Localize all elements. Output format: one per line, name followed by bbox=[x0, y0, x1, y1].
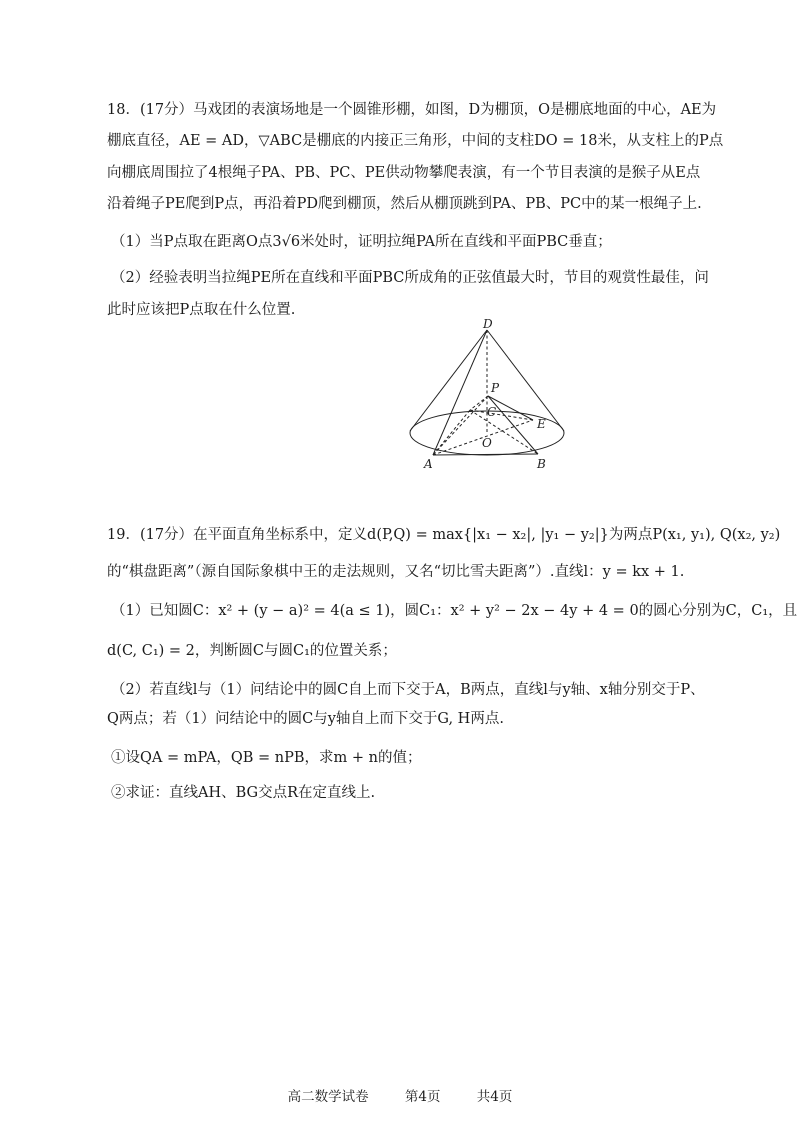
q19-part-2-cont: Q两点；若（1）问结论中的圆C与y轴自上而下交于G, H两点. bbox=[107, 711, 504, 727]
label-B: B bbox=[537, 457, 546, 471]
footer-page-number: 第4页 bbox=[404, 1089, 441, 1105]
label-P: P bbox=[491, 381, 500, 395]
q19-part-1: （1）已知圆C：x² + (y − a)² = 4(a ≤ 1)，圆C₁：x² + y² − 2x − 4y + 4 = 0的圆心分别为C，C₁，且 bbox=[111, 603, 798, 619]
cone-figure bbox=[400, 318, 590, 478]
q19-part-1-cont: d(C, C₁) = 2，判断圆C与圆C₁的位置关系； bbox=[107, 643, 397, 659]
footer-total-pages: 共4页 bbox=[476, 1089, 513, 1105]
edge-PA bbox=[433, 396, 488, 455]
footer-subject: 高二数学试卷 bbox=[287, 1089, 369, 1105]
edge-DA bbox=[433, 330, 487, 455]
q18-part-2: （2）经验表明当拉绳PE所在直线和平面PBC所成角的正弦值最大时，节目的观赏性最佳，问 bbox=[111, 270, 709, 286]
label-D: D bbox=[483, 318, 493, 331]
cone-left-edge bbox=[410, 330, 487, 431]
q18-line-1: 18．(17分）马戏团的表演场地是一个圆锥形棚，如图，D为棚顶，O是棚底地面的中心，AE为 bbox=[107, 102, 717, 118]
q18-part-1: （1）当P点取在距离O点3√6米处时，证明拉绳PA所在直线和平面PBC垂直； bbox=[111, 234, 612, 250]
q18-part-2-cont: 此时应该把P点取在什么位置. bbox=[107, 302, 296, 318]
edge-AB bbox=[433, 454, 538, 455]
edge-AC bbox=[433, 410, 470, 455]
q19-subpart-2: ②求证：直线AH、BG交点R在定直线上. bbox=[111, 785, 376, 801]
q18-line-3: 向棚底周围拉了4根绳子PA、PB、PC、PE供动物攀爬表演，有一个节目表演的是猴子从E点 bbox=[107, 165, 701, 181]
q19-part-2: （2）若直线l与（1）问结论中的圆C自上而下交于A，B两点，直线l与y轴、x轴分别交于P、 bbox=[111, 682, 705, 698]
q18-line-2: 棚底直径，AE = AD，▽ABC是棚底的内接正三角形，中间的支柱DO = 18米，从支柱上的P点 bbox=[107, 133, 724, 149]
q19-line-1: 19．(17分）在平面直角坐标系中，定义d(P,Q) = max{|x₁ − x₂|, |y₁ − y₂|}为两点P(x₁, y₁), Q(x₂, y₂) bbox=[107, 527, 781, 543]
page-footer bbox=[0, 1085, 800, 1105]
q19-subpart-1: ①设QA = mPA，QB = nPB，求m + n的值； bbox=[111, 750, 422, 766]
q18-line-4: 沿着绳子PE爬到P点，再沿着PD爬到棚顶，然后从棚顶跳到PA、PB、PC中的某一根绳子上. bbox=[107, 196, 702, 212]
label-C: C bbox=[487, 405, 497, 419]
edge-CB bbox=[470, 410, 538, 454]
label-O: O bbox=[482, 436, 492, 450]
edge-PC bbox=[470, 396, 488, 410]
q19-line-2: 的“棋盘距离”（源自国际象棋中王的走法规则，又名“切比雪夫距离”）.直线l：y = kx + 1. bbox=[107, 564, 685, 580]
label-E: E bbox=[537, 417, 546, 431]
label-A: A bbox=[424, 457, 433, 471]
